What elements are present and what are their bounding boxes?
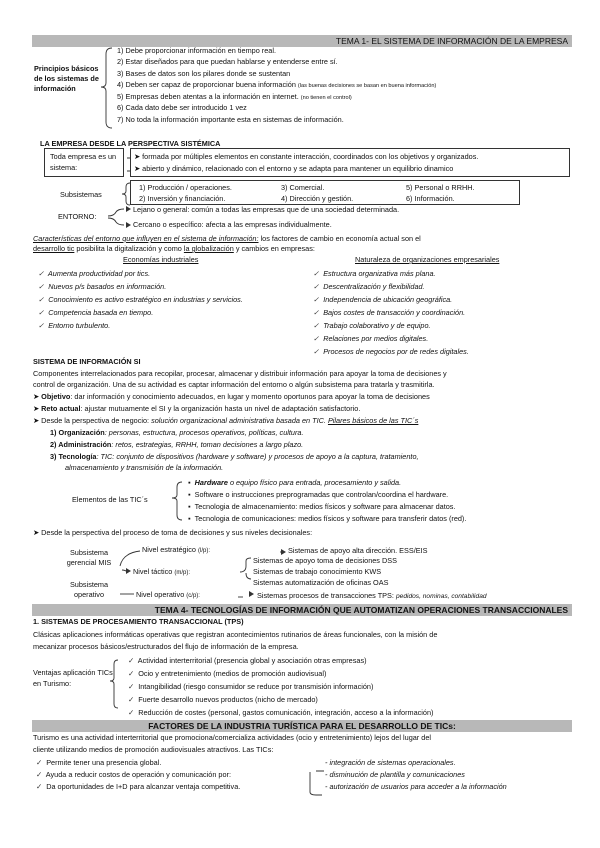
entorno-cercano: Cercano o específico: afecta a las empresas individualmente. (133, 220, 332, 229)
factor-item: ✓ Ayuda a reducir costos de operación y comunicación por: (36, 770, 232, 779)
sistema-oas: Sistemas automatización de oficinas OAS (253, 578, 389, 587)
sistema-line2: ➤ abierto y dinámico, relacionado con el entorno y se adapta para mantener un equilibrio dinamico (134, 164, 454, 173)
nivel-estrategico: Nivel estratégico (l/p): (142, 545, 210, 554)
econ-title: Economías industriales (123, 255, 199, 264)
factores-paragraph-1: Turismo es una actividad interterritorial que promociona/comercializa actividades (ocio y entretenimiento) lejos del lugar del (33, 733, 432, 742)
tema4-header: TEMA 4- TECNOLOGÍAS DE INFORMACIÓN QUE AUTOMATIZAN OPERACIONES TRANSACCIONALES (32, 604, 572, 616)
nivel-operativo: Nivel operativo (c/p): (136, 590, 200, 599)
elemento-tic: ▪ Software o instrucciones preprogramadas que controlan/coordina el hardware. (188, 490, 449, 499)
subsistema-item: 6) Información. (406, 194, 455, 203)
subsistema-item: 1) Producción / operaciones. (139, 183, 232, 192)
pilar-tecnologia: 3) Tecnología: TIC: conjunto de dispositivos (hardware y software) y procesos de apoyo a la captura, tratamiento, (50, 452, 419, 461)
org-item: ✓ Descentralización y flexibilidad. (313, 282, 425, 291)
org-item: ✓ Relaciones por medios digitales. (313, 334, 429, 343)
org-item: ✓ Trabajo colaborativo y de equipo. (313, 321, 431, 330)
elemento-tic: ▪ Tecnologia de comunicaciones: medios físicos y software para transferir datos (red). (188, 514, 467, 523)
subsistema-item: 3) Comercial. (281, 183, 325, 192)
econ-item: ✓ Conocimiento es activo estratégico en industrias y servicios. (38, 295, 243, 304)
elemento-tic: ▪ Hardware o equipo físico para entrada, procesamiento y salida. (188, 478, 402, 487)
si-objetivo: ➤ Objetivo: dar información y conocimiento adecuados, en lugar y momento oportunos para apoyar la toma de decisiones (33, 392, 430, 401)
principio-item: 7) No toda la información importante esta en sistemas de información. (117, 115, 344, 124)
tps-paragraph-1: Clásicas aplicaciones informáticas operativas que registran acontecimientos rutinarios de áreas funcionales, con la misión de (33, 630, 438, 639)
factores-paragraph-2: cliente utilizando medios de promoción audiovisuales atractivos. Las TICs: (33, 745, 274, 754)
entorno-label: ENTORNO: (58, 212, 97, 221)
subsistema-item: 4) Dirección y gestión. (281, 194, 354, 203)
principio-item: 5) Empresas deben atentas a la información en internet. (no tienen el control) (117, 92, 352, 101)
principio-item: 4) Deben ser capaz de proporcionar buena información (las buenas decisiones se basan en buena información) (117, 80, 437, 89)
sistema-label: Toda empresa es un sistema: (50, 152, 117, 172)
tps-paragraph-2: mecanizar procesos básicos/estructurados del flujo de información de la empresa. (33, 642, 299, 651)
si-proceso: ➤ Desde la perspectiva del proceso de toma de decisiones y sus niveles decisionales: (33, 528, 313, 537)
pilar-organizacion: 1) Organización: personas, estructura, procesos operativos, políticas, cultura. (50, 428, 304, 437)
si-reto: ➤ Reto actual: ajustar mutuamente el SI y la organización hasta un nivel de adaptación satisfactorio. (33, 404, 361, 413)
econ-item: ✓ Entorno turbulento. (38, 321, 111, 330)
sistema-kws: Sistemas de trabajo conocimiento KWS (253, 567, 382, 576)
org-item: ✓ Procesos de negocios por de redes digitales. (313, 347, 469, 356)
ventajas-label: Ventajas aplicación TICs en Turismo: (33, 668, 113, 688)
org-item: ✓ Estructura organizativa más plana. (313, 269, 436, 278)
factor-detalle: - disminución de plantilla y comunicaciones (325, 770, 465, 779)
caracteristicas-line2: desarrollo tic posibilita la digitalización y como la globalización y cambios en empresas: (33, 244, 315, 253)
principio-note: (las buenas decisiones se basan en buena información) (297, 83, 437, 89)
sistema-tps: Sistemas procesos de transacciones TPS: pedidos, nominas, contabilidad (257, 591, 487, 600)
sistema-dss: Sistemas de apoyo toma de decisiones DSS (253, 556, 397, 565)
ventaja-item: ✓ Reducción de costes (personal, gastos comunicación, integración, acceso a la información) (128, 708, 434, 717)
org-item: ✓ Bajos costes de transacción y coordinación. (313, 308, 466, 317)
tema1-header: TEMA 1- EL SISTEMA DE INFORMACIÓN DE LA EMPRESA (32, 35, 572, 47)
pilar-tecnologia-cont: almacenamiento y transmisión de la información. (65, 463, 224, 472)
elemento-tic: ▪ Tecnologia de almacenamiento: medios físicos y software para almacenar datos. (188, 502, 456, 511)
tps-title: 1. SISTEMAS DE PROCESAMIENTO TRANSACCIONAL (TPS) (33, 617, 244, 626)
nivel-tactico: Nivel táctico (m/p): (133, 567, 191, 576)
subsistema-item: 5) Personal o RRHH. (406, 183, 475, 192)
principio-item: 1) Debe proporcionar información en tiempo real. (117, 46, 276, 55)
subsistema-gerencial: Subsistema gerencial MIS (66, 548, 112, 567)
si-paragraph-2: control de organización. Una de su actividad es captar información del entorno o algún subsistema para tratarla y trasmitirla. (33, 380, 435, 389)
si-paragraph-1: Componentes interrelacionados para recopilar, procesar, almacenar y distribuir información para apoyar la toma de decisiones y (33, 369, 447, 378)
factor-item: ✓ Permite tener una presencia global. (36, 758, 162, 767)
factor-detalle: - integración de sistemas operacionales. (325, 758, 456, 767)
subsistema-item: 2) Inversión y financiación. (139, 194, 226, 203)
principio-item: 2) Estar diseñados para que puedan hablarse y entenderse entre sí. (117, 57, 338, 66)
econ-item: ✓ Aumenta productividad por tics. (38, 269, 151, 278)
org-title: Naturaleza de organizaciones empresariales (355, 255, 500, 264)
subsistemas-box (130, 180, 520, 205)
sistema-line1: ➤ formada por múltiples elementos en constante interacción, coordinados con los objetivos y organizados. (134, 152, 479, 161)
principio-note: (no tienen el control) (300, 95, 352, 101)
factores-header: FACTORES DE LA INDUSTRIA TURÍSTICA PARA EL DESARROLLO DE TICs: (32, 720, 572, 732)
elementos-tic-label: Elementos de las TIC´s (72, 495, 148, 504)
ventaja-item: ✓ Fuerte desarrollo nuevos productos (nicho de mercado) (128, 695, 318, 704)
econ-item: ✓ Nuevos p/s basados en información. (38, 282, 167, 291)
sistema-ess: Sistemas de apoyo alta dirección. ESS/EIS (288, 546, 428, 555)
ventaja-item: ✓ Intangibilidad (riesgo consumidor se reduce por transmisión información) (128, 682, 374, 691)
sistema-label-box (44, 148, 124, 177)
principio-item: 6) Cada dato debe ser introducido 1 vez (117, 103, 247, 112)
subsistema-operativo: Subsistema operativo (69, 580, 109, 599)
caracteristicas-line1: Características del entorno que influyen en el sistema de información: los factores de cambio en economía actual son el (33, 234, 421, 243)
sistema-desc-box (130, 148, 570, 177)
entorno-lejano: Lejano o general: común a todas las empresas que de una sociedad determinada. (133, 205, 400, 214)
si-title: SISTEMA DE INFORMACIÓN SI (33, 357, 141, 366)
si-negocio: ➤ Desde la perspectiva de negocio: solución organizacional administrativa basada en TIC. Pilares básicos de las TIC´s (33, 416, 419, 425)
org-item: ✓ Independencia de ubicación geográfica. (313, 295, 453, 304)
principio-item: 3) Bases de datos son los pilares donde se sustentan (117, 69, 291, 78)
factor-detalle: - autorización de usuarios para acceder a la información (325, 782, 507, 791)
econ-item: ✓ Competencia basada en tiempo. (38, 308, 154, 317)
ventaja-item: ✓ Actividad interterritorial (presencia global y asociación otras empresas) (128, 656, 367, 665)
sistemica-title: LA EMPRESA DESDE LA PERSPECTIVA SISTÉMICA (40, 139, 221, 148)
pilar-administracion: 2) Administración: retos, estrategias, RRHH, toman decisiones a largo plazo. (50, 440, 304, 449)
factor-item: ✓ Da oportunidades de I+D para alcanzar ventaja competitiva. (36, 782, 241, 791)
ventaja-item: ✓ Ocio y entretenimiento (medios de promoción audiovisual) (128, 669, 327, 678)
subsistemas-label: Subsistemas (60, 190, 102, 199)
principios-label: Principios básicos de los sistemas de información (34, 64, 99, 93)
